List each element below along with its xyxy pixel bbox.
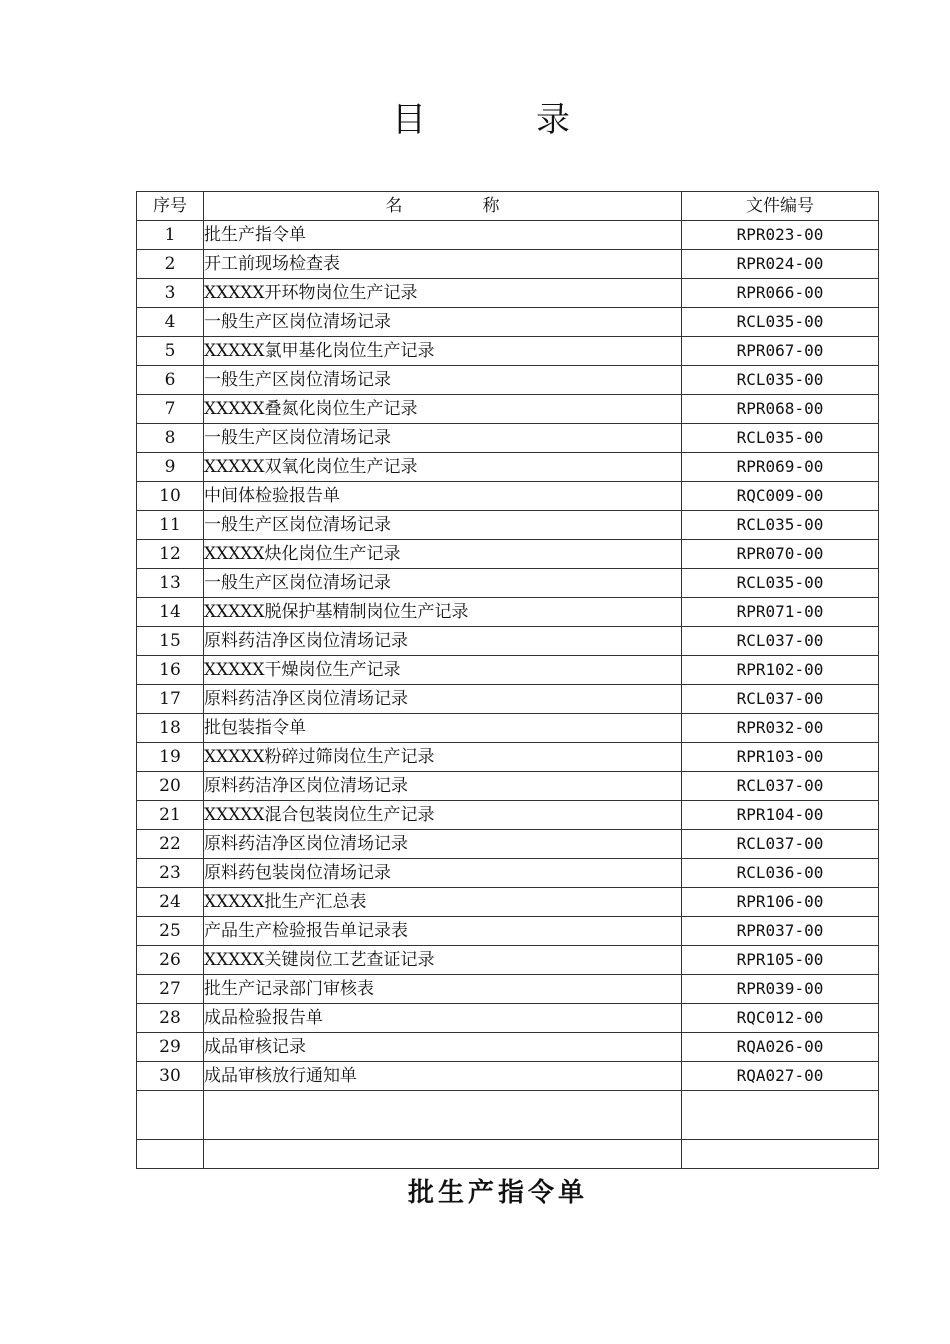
cell-seq: 23 (137, 859, 204, 888)
cell-name: 原料药洁净区岗位清场记录 (204, 830, 682, 859)
cell-name: XXXXX批生产汇总表 (204, 888, 682, 917)
cell-code: RPR102-00 (682, 656, 879, 685)
cell-code: RQA026-00 (682, 1033, 879, 1062)
cell-code: RPR023-00 (682, 221, 879, 250)
cell-seq: 18 (137, 714, 204, 743)
cell-seq: 14 (137, 598, 204, 627)
cell-seq: 15 (137, 627, 204, 656)
cell-seq: 11 (137, 511, 204, 540)
cell-name: XXXXX干燥岗位生产记录 (204, 656, 682, 685)
cell-name: XXXXX脱保护基精制岗位生产记录 (204, 598, 682, 627)
cell-name: 一般生产区岗位清场记录 (204, 308, 682, 337)
table-row (137, 1004, 879, 1033)
cell-seq: 6 (137, 366, 204, 395)
cell-code: RPR104-00 (682, 801, 879, 830)
cell-name: XXXXX叠氮化岗位生产记录 (204, 395, 682, 424)
cell-code: RPR024-00 (682, 250, 879, 279)
cell-code: RPR071-00 (682, 598, 879, 627)
cell-seq: 12 (137, 540, 204, 569)
cell-code: RPR068-00 (682, 395, 879, 424)
cell-code: RPR106-00 (682, 888, 879, 917)
table-row (137, 714, 879, 743)
header-name-label: 名称 (385, 196, 580, 216)
cell-seq: 17 (137, 685, 204, 714)
cell-code: RPR039-00 (682, 975, 879, 1004)
cell-code: RCL037-00 (682, 830, 879, 859)
cell-seq: 28 (137, 1004, 204, 1033)
page-title: 目 录 (392, 100, 608, 140)
table-row (137, 366, 879, 395)
cell-name: 原料药洁净区岗位清场记录 (204, 685, 682, 714)
cell-seq: 7 (137, 395, 204, 424)
cell-name: XXXXX炔化岗位生产记录 (204, 540, 682, 569)
table-row (137, 250, 879, 279)
table-row (137, 337, 879, 366)
cell-name: 批生产指令单 (204, 221, 682, 250)
cell-name: 开工前现场检查表 (204, 250, 682, 279)
table-row (137, 627, 879, 656)
cell-seq: 8 (137, 424, 204, 453)
cell-seq: 10 (137, 482, 204, 511)
cell-code: RPR103-00 (682, 743, 879, 772)
table-row (137, 888, 879, 917)
cell-name: XXXXX氯甲基化岗位生产记录 (204, 337, 682, 366)
table-row (137, 308, 879, 337)
cell-code: RQA027-00 (682, 1062, 879, 1091)
cell-code: RPR037-00 (682, 917, 879, 946)
empty-row (137, 1091, 879, 1140)
cell-code: RPR070-00 (682, 540, 879, 569)
empty-cell (682, 1091, 879, 1140)
cell-name: XXXXX开环物岗位生产记录 (204, 279, 682, 308)
table-row (137, 221, 879, 250)
table-body (137, 221, 879, 1169)
table-header-row (137, 192, 879, 221)
cell-seq: 24 (137, 888, 204, 917)
cell-seq: 9 (137, 453, 204, 482)
cell-seq: 19 (137, 743, 204, 772)
table-row (137, 482, 879, 511)
cell-code: RQC012-00 (682, 1004, 879, 1033)
cell-name: 成品检验报告单 (204, 1004, 682, 1033)
cell-code: RCL035-00 (682, 511, 879, 540)
cell-seq: 26 (137, 946, 204, 975)
cell-code: RQC009-00 (682, 482, 879, 511)
cell-seq: 25 (137, 917, 204, 946)
cell-name: XXXXX双氧化岗位生产记录 (204, 453, 682, 482)
empty-row (137, 1140, 879, 1169)
table-row (137, 975, 879, 1004)
cell-name: 成品审核记录 (204, 1033, 682, 1062)
empty-cell (137, 1091, 204, 1140)
empty-cell (204, 1140, 682, 1169)
cell-seq: 4 (137, 308, 204, 337)
next-section-title: 批生产指令单 (407, 1178, 588, 1208)
empty-cell (204, 1091, 682, 1140)
cell-code: RCL036-00 (682, 859, 879, 888)
empty-cell (137, 1140, 204, 1169)
cell-name: 批生产记录部门审核表 (204, 975, 682, 1004)
cell-seq: 16 (137, 656, 204, 685)
table-row (137, 569, 879, 598)
table-row (137, 424, 879, 453)
table-row (137, 395, 879, 424)
cell-code: RPR105-00 (682, 946, 879, 975)
cell-name: 产品生产检验报告单记录表 (204, 917, 682, 946)
empty-cell (682, 1140, 879, 1169)
table-row (137, 453, 879, 482)
header-name (204, 192, 682, 221)
cell-seq: 22 (137, 830, 204, 859)
cell-code: RCL035-00 (682, 424, 879, 453)
contents-table (136, 191, 879, 1169)
cell-name: 中间体检验报告单 (204, 482, 682, 511)
cell-code: RPR069-00 (682, 453, 879, 482)
cell-name: 原料药包装岗位清场记录 (204, 859, 682, 888)
table-row (137, 743, 879, 772)
table-row (137, 830, 879, 859)
cell-seq: 13 (137, 569, 204, 598)
table-row (137, 917, 879, 946)
cell-code: RPR032-00 (682, 714, 879, 743)
cell-code: RCL037-00 (682, 627, 879, 656)
cell-code: RPR067-00 (682, 337, 879, 366)
cell-seq: 30 (137, 1062, 204, 1091)
header-code: 文件编号 (682, 192, 879, 221)
cell-name: 原料药洁净区岗位清场记录 (204, 772, 682, 801)
cell-seq: 2 (137, 250, 204, 279)
cell-seq: 29 (137, 1033, 204, 1062)
cell-name: 一般生产区岗位清场记录 (204, 424, 682, 453)
table-row (137, 511, 879, 540)
table-row (137, 1062, 879, 1091)
cell-name: 原料药洁净区岗位清场记录 (204, 627, 682, 656)
cell-code: RCL035-00 (682, 308, 879, 337)
cell-name: 成品审核放行通知单 (204, 1062, 682, 1091)
cell-code: RCL037-00 (682, 685, 879, 714)
cell-name: 批包装指令单 (204, 714, 682, 743)
cell-seq: 3 (137, 279, 204, 308)
table-row (137, 1033, 879, 1062)
table-row (137, 540, 879, 569)
table-row (137, 859, 879, 888)
cell-seq: 20 (137, 772, 204, 801)
cell-name: XXXXX粉碎过筛岗位生产记录 (204, 743, 682, 772)
cell-code: RCL035-00 (682, 569, 879, 598)
table-row (137, 946, 879, 975)
cell-seq: 5 (137, 337, 204, 366)
cell-name: 一般生产区岗位清场记录 (204, 569, 682, 598)
table-row (137, 801, 879, 830)
table-row (137, 279, 879, 308)
cell-code: RCL035-00 (682, 366, 879, 395)
cell-code: RCL037-00 (682, 772, 879, 801)
header-seq: 序号 (137, 192, 204, 221)
cell-seq: 27 (137, 975, 204, 1004)
table-row (137, 656, 879, 685)
cell-name: 一般生产区岗位清场记录 (204, 511, 682, 540)
cell-name: XXXXX关键岗位工艺查证记录 (204, 946, 682, 975)
table-row (137, 772, 879, 801)
cell-seq: 1 (137, 221, 204, 250)
table-row (137, 685, 879, 714)
cell-seq: 21 (137, 801, 204, 830)
cell-name: XXXXX混合包装岗位生产记录 (204, 801, 682, 830)
table-row (137, 598, 879, 627)
cell-code: RPR066-00 (682, 279, 879, 308)
cell-name: 一般生产区岗位清场记录 (204, 366, 682, 395)
